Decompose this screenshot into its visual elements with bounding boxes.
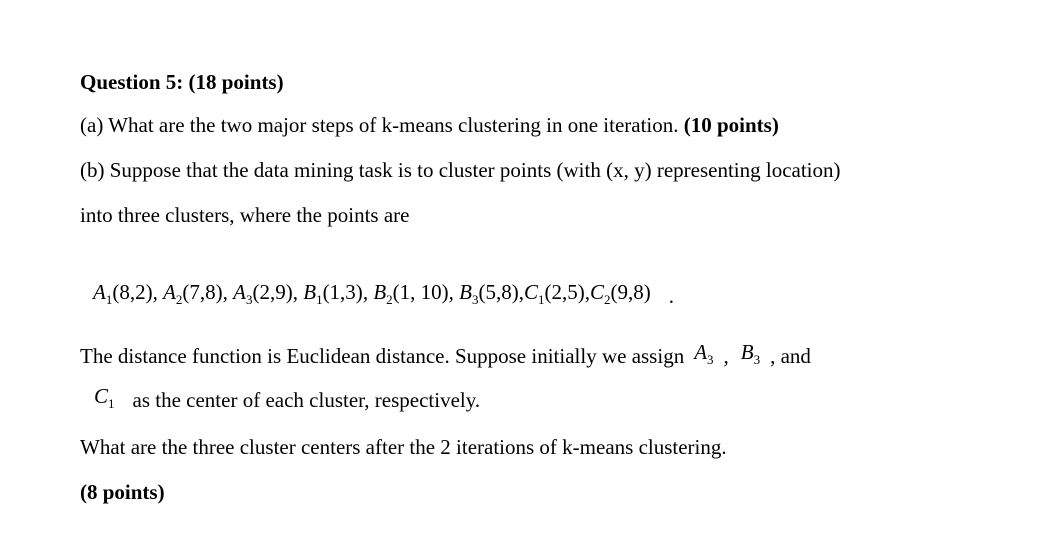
point-label: B (373, 280, 387, 304)
point-label: A (93, 280, 106, 304)
point-label: C (589, 280, 604, 304)
question-title: Question 5: (18 points) (80, 70, 284, 94)
point-subscript: 3 (471, 292, 479, 307)
point-subscript: 1 (105, 292, 113, 307)
point-subscript: 1 (537, 292, 545, 307)
inline-math-c1 (94, 384, 115, 409)
sentence-prefix: The distance function is Euclidean distance. Suppose initially we assign (80, 344, 685, 368)
point-label: A (163, 280, 176, 304)
point-coords: (1,3) (322, 280, 363, 304)
point-coords: (5,8) (478, 280, 519, 304)
part-a-line (80, 113, 779, 138)
question-line: What are the three cluster centers after the 2 iterations of k-means clustering. (80, 435, 727, 459)
kmeans-points-formula (93, 280, 674, 309)
formula-point-b2 (373, 280, 460, 307)
point-subscript: 2 (175, 292, 183, 307)
point-coords: (2,9) (252, 280, 293, 304)
formula-trailing-period: . (668, 284, 674, 308)
distance-sentence-line2 (94, 384, 481, 413)
point-subscript: 1 (316, 292, 323, 307)
point-subscript: 3 (245, 292, 253, 307)
inline-math-subscript: 3 (753, 352, 761, 367)
part-b-points: (8 points) (80, 480, 165, 504)
point-separator: , (292, 280, 304, 304)
inline-math-subscript: 3 (707, 352, 714, 367)
point-separator: , (152, 280, 164, 304)
inline-math-label: A (694, 340, 708, 364)
formula-point-a3 (233, 280, 304, 307)
point-coords: (1, 10) (392, 280, 449, 304)
point-coords: (7,8) (182, 280, 223, 304)
point-label: A (233, 280, 246, 304)
formula-point-a2 (163, 280, 234, 307)
inline-math-label: C (94, 384, 109, 408)
point-separator: , (362, 280, 374, 304)
point-label: B (459, 280, 472, 304)
formula-point-b1 (303, 280, 374, 307)
part-a-points: (10 points) (683, 113, 779, 137)
formula-point-c1 (523, 280, 590, 307)
point-coords: (8,2) (112, 280, 153, 304)
point-separator: , (448, 280, 460, 304)
point-separator: , (584, 280, 590, 304)
point-subscript: 2 (386, 292, 393, 307)
sentence-separator: , and (770, 344, 811, 368)
formula-point-b3 (459, 280, 524, 307)
part-b-line1: (b) Suppose that the data mining task is to cluster points (with (x, y) representing location) (80, 158, 841, 182)
sentence-suffix: as the center of each cluster, respectively. (132, 388, 481, 412)
point-coords: (2,5) (544, 280, 585, 304)
part-b-line2: into three clusters, where the points are (80, 203, 410, 227)
point-subscript: 2 (604, 292, 611, 307)
point-label: C (523, 280, 538, 304)
inline-math-b3 (741, 340, 760, 365)
formula-point-c2 (589, 280, 651, 307)
point-separator: , (222, 280, 234, 304)
distance-sentence-line1 (80, 340, 811, 369)
inline-math-label: B (740, 340, 754, 364)
part-a-text: (a) What are the two major steps of k-means clustering in one iteration. (80, 113, 684, 137)
sentence-separator: , (723, 344, 729, 368)
inline-math-subscript: 1 (108, 396, 115, 411)
point-coords: (9,8) (610, 280, 651, 304)
formula-point-a1 (93, 280, 164, 307)
point-separator: , (518, 280, 524, 304)
point-label: B (303, 280, 317, 304)
inline-math-a3 (694, 340, 713, 365)
